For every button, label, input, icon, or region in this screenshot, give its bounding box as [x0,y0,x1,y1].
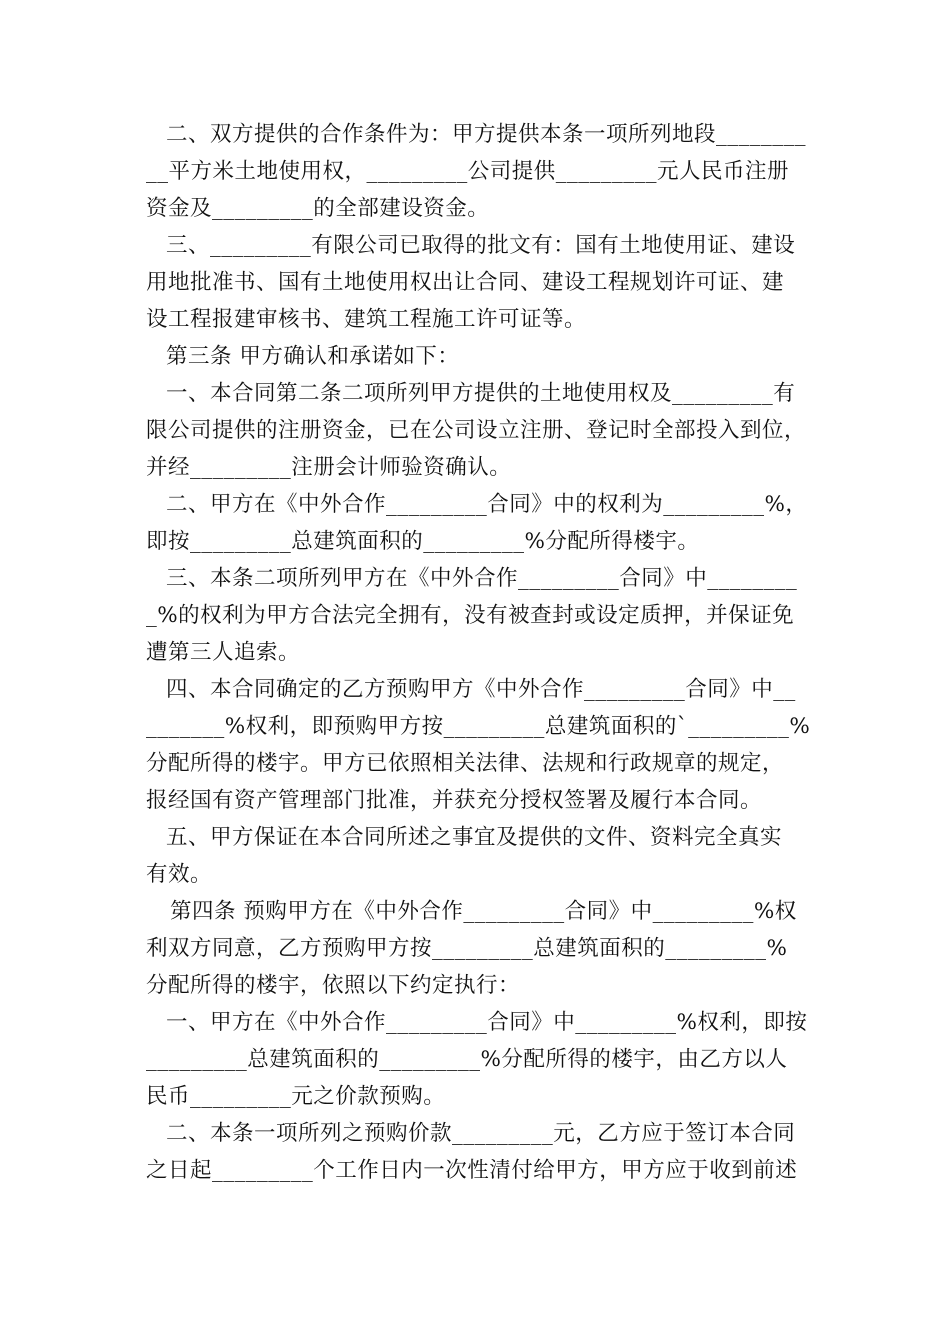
text-line-23: 利双方同意，乙方预购甲方按_________总建筑面积的_________% [146,936,788,961]
text-line-20: 五、甲方保证在本合同所述之事宜及提供的文件、资料完全真实 [166,825,783,850]
text-line-2: __平方米土地使用权，_________公司提供_________元人民币注册 [146,159,790,184]
text-line-15: 遭第三人追索。 [146,640,301,665]
text-line-13: 三、本条二项所列甲方在《中外合作_________合同》中________ [166,566,798,591]
text-line-1: 二、双方提供的合作条件为：甲方提供本条一项所列地段________ [166,122,807,147]
text-line-19: 报经国有资产管理部门批准，并获充分授权签署及履行本合同。 [146,788,763,813]
text-line-12: 即按_________总建筑面积的_________%分配所得楼宇。 [146,529,700,554]
text-line-26: _________总建筑面积的_________%分配所得的楼宇，由乙方以人 [146,1047,788,1072]
text-line-16: 四、本合同确定的乙方预购甲方《中外合作_________合同》中__ [166,677,796,702]
text-line-4: 三、_________有限公司已取得的批文有：国有土地使用证、建设 [166,233,796,258]
text-line-24: 分配所得的楼宇，依照以下约定执行： [146,973,521,998]
text-line-9: 限公司提供的注册资金，已在公司设立注册、登记时全部投入到位， [146,418,807,443]
text-line-14: _%的权利为甲方合法完全拥有，没有被查封或设定质押，并保证免 [146,603,795,628]
text-line-11: 二、甲方在《中外合作_________合同》中的权利为_________%， [166,492,808,517]
text-line-21: 有效。 [146,862,213,887]
text-line-28: 二、本条一项所列之预购价款_________元，乙方应于签订本合同 [166,1121,796,1146]
text-line-17: _______%权利，即预购甲方按_________总建筑面积的`_________% [146,714,811,739]
article-4-heading: 第四条 预购甲方在《中外合作_________合同》中_________%权 [170,899,797,924]
article-3-heading: 第三条 甲方确认和承诺如下： [166,344,460,369]
text-line-5: 用地批准书、国有土地使用权出让合同、建设工程规划许可证、建 [146,270,785,295]
text-line-8: 一、本合同第二条二项所列甲方提供的土地使用权及_________有 [166,381,796,406]
text-line-29: 之日起_________个工作日内一次性清付给甲方，甲方应于收到前述 [146,1158,798,1183]
text-line-3: 资金及_________的全部建设资金。 [146,196,490,221]
text-line-18: 分配所得的楼宇。甲方已依照相关法律、法规和行政规章的规定， [146,751,785,776]
text-line-10: 并经_________注册会计师验资确认。 [146,455,512,480]
text-line-27: 民币_________元之价款预购。 [146,1084,446,1109]
text-line-6: 设工程报建审核书、建筑工程施工许可证等。 [146,307,587,332]
text-line-25: 一、甲方在《中外合作_________合同》中_________%权利，即按 [166,1010,808,1035]
